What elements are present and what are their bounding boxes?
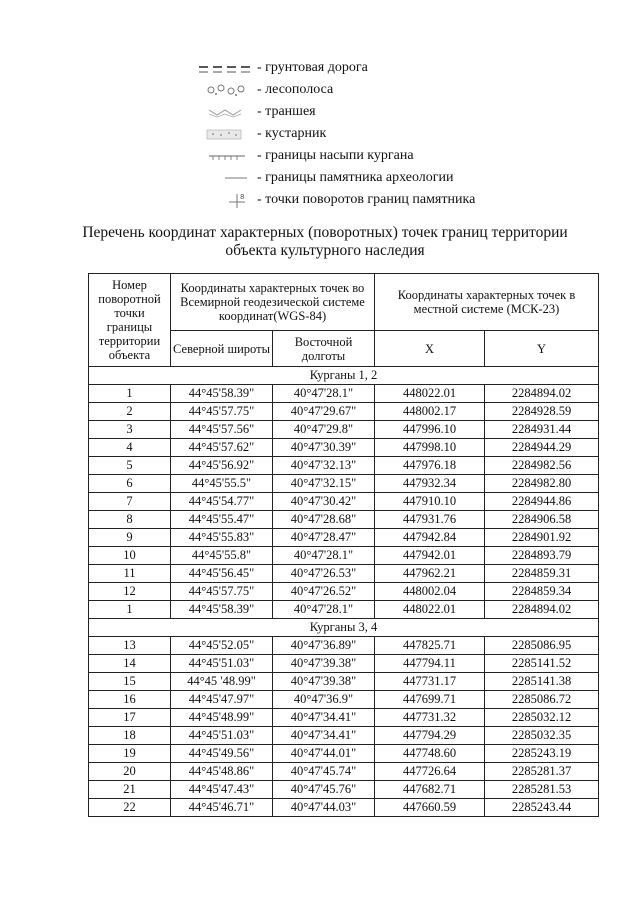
latitude-cell: 44°45'55.47" — [171, 511, 273, 529]
header-longitude: Восточной долготы — [273, 331, 375, 367]
table-row — [89, 637, 599, 655]
y-cell: 2285281.37 — [485, 763, 599, 781]
point-number-cell: 22 — [89, 799, 171, 817]
longitude-cell: 40°47'45.74" — [273, 763, 375, 781]
x-cell: 448022.01 — [375, 385, 485, 403]
x-cell: 447996.10 — [375, 421, 485, 439]
latitude-cell: 44°45'52.05" — [171, 637, 273, 655]
legend-label: - траншея — [257, 104, 316, 119]
longitude-cell: 40°47'44.03" — [273, 799, 375, 817]
x-cell: 447748.60 — [375, 745, 485, 763]
table-row — [89, 691, 599, 709]
point-number-cell: 14 — [89, 655, 171, 673]
y-cell: 2284982.56 — [485, 457, 599, 475]
point-number-cell: 8 — [89, 511, 171, 529]
longitude-cell: 40°47'28.47" — [273, 529, 375, 547]
y-cell: 2284894.02 — [485, 601, 599, 619]
legend-item-mound-boundary — [195, 146, 525, 168]
svg-text:8: 8 — [240, 193, 245, 201]
latitude-cell: 44°45'55.83" — [171, 529, 273, 547]
latitude-cell: 44°45'57.75" — [171, 583, 273, 601]
latitude-cell: 44°45'58.39" — [171, 601, 273, 619]
y-cell: 2285141.52 — [485, 655, 599, 673]
coordinates-table — [88, 273, 599, 817]
table-row — [89, 403, 599, 421]
point-number-cell: 19 — [89, 745, 171, 763]
latitude-cell: 44°45'47.97" — [171, 691, 273, 709]
latitude-cell: 44°45'49.56" — [171, 745, 273, 763]
mound-boundary-icon — [195, 146, 255, 166]
point-number-cell: 21 — [89, 781, 171, 799]
table-row — [89, 529, 599, 547]
point-number-cell: 2 — [89, 403, 171, 421]
y-cell: 2284944.29 — [485, 439, 599, 457]
turning-point-icon — [195, 190, 255, 210]
table-row — [89, 583, 599, 601]
monument-boundary-icon — [195, 168, 255, 188]
y-cell: 2285281.53 — [485, 781, 599, 799]
table-row — [89, 709, 599, 727]
point-number-cell: 4 — [89, 439, 171, 457]
latitude-cell: 44°45'58.39" — [171, 385, 273, 403]
longitude-cell: 40°47'26.52" — [273, 583, 375, 601]
x-cell: 447976.18 — [375, 457, 485, 475]
table-row — [89, 511, 599, 529]
forest-belt-icon — [195, 80, 255, 100]
latitude-cell: 44°45'48.86" — [171, 763, 273, 781]
y-cell: 2285032.35 — [485, 727, 599, 745]
table-row — [89, 601, 599, 619]
longitude-cell: 40°47'29.8" — [273, 421, 375, 439]
point-number-cell: 20 — [89, 763, 171, 781]
header-point-number: Номер поворотной точки границы территории объекта — [89, 274, 171, 367]
longitude-cell: 40°47'39.38" — [273, 673, 375, 691]
point-number-cell: 12 — [89, 583, 171, 601]
x-cell: 448002.04 — [375, 583, 485, 601]
table-row — [89, 781, 599, 799]
latitude-cell: 44°45'48.99" — [171, 709, 273, 727]
legend-label: - кустарник — [257, 126, 327, 141]
legend-label: - точки поворотов границ памятника — [257, 192, 476, 207]
x-cell: 447962.21 — [375, 565, 485, 583]
x-cell: 447731.32 — [375, 709, 485, 727]
point-number-cell: 7 — [89, 493, 171, 511]
table-row — [89, 385, 599, 403]
table-row — [89, 745, 599, 763]
header-x: X — [375, 331, 485, 367]
x-cell: 448022.01 — [375, 601, 485, 619]
x-cell: 447825.71 — [375, 637, 485, 655]
group-name: Курганы 3, 4 — [89, 619, 599, 637]
longitude-cell: 40°47'32.15" — [273, 475, 375, 493]
latitude-cell: 44°45'55.8" — [171, 547, 273, 565]
point-number-cell: 5 — [89, 457, 171, 475]
group-header-row — [89, 367, 599, 385]
y-cell: 2285086.95 — [485, 637, 599, 655]
table-row — [89, 475, 599, 493]
y-cell: 2284906.58 — [485, 511, 599, 529]
x-cell: 447998.10 — [375, 439, 485, 457]
longitude-cell: 40°47'34.41" — [273, 727, 375, 745]
point-number-cell: 1 — [89, 601, 171, 619]
y-cell: 2285141.38 — [485, 673, 599, 691]
longitude-cell: 40°47'26.53" — [273, 565, 375, 583]
x-cell: 447931.76 — [375, 511, 485, 529]
longitude-cell: 40°47'45.76" — [273, 781, 375, 799]
latitude-cell: 44°45 '48.99" — [171, 673, 273, 691]
legend-item-trench — [195, 102, 525, 124]
longitude-cell: 40°47'34.41" — [273, 709, 375, 727]
legend-label: - грунтовая дорога — [257, 60, 368, 75]
y-cell: 2284928.59 — [485, 403, 599, 421]
table-row — [89, 655, 599, 673]
legend-label: - лесополоса — [257, 82, 334, 97]
table-row — [89, 673, 599, 691]
longitude-cell: 40°47'28.1" — [273, 547, 375, 565]
point-number-cell: 13 — [89, 637, 171, 655]
y-cell: 2284894.02 — [485, 385, 599, 403]
x-cell: 447794.29 — [375, 727, 485, 745]
legend-item-dirt-road — [195, 58, 525, 80]
y-cell: 2284982.80 — [485, 475, 599, 493]
legend-item-monument-boundary — [195, 168, 525, 190]
point-number-cell: 6 — [89, 475, 171, 493]
latitude-cell: 44°45'54.77" — [171, 493, 273, 511]
longitude-cell: 40°47'30.42" — [273, 493, 375, 511]
table-row — [89, 547, 599, 565]
dashed-line-icon — [195, 58, 255, 78]
x-cell: 447731.17 — [375, 673, 485, 691]
y-cell: 2284931.44 — [485, 421, 599, 439]
x-cell: 447699.71 — [375, 691, 485, 709]
latitude-cell: 44°45'55.5" — [171, 475, 273, 493]
y-cell: 2284944.86 — [485, 493, 599, 511]
y-cell: 2285086.72 — [485, 691, 599, 709]
x-cell: 447910.10 — [375, 493, 485, 511]
y-cell: 2284859.31 — [485, 565, 599, 583]
x-cell: 447682.71 — [375, 781, 485, 799]
shrub-icon — [195, 124, 255, 144]
x-cell: 447942.01 — [375, 547, 485, 565]
longitude-cell: 40°47'28.1" — [273, 385, 375, 403]
legend-item-forest-belt — [195, 80, 525, 102]
y-cell: 2285243.44 — [485, 799, 599, 817]
point-number-cell: 15 — [89, 673, 171, 691]
latitude-cell: 44°45'51.03" — [171, 655, 273, 673]
y-cell: 2284893.79 — [485, 547, 599, 565]
latitude-cell: 44°45'47.43" — [171, 781, 273, 799]
point-number-cell: 1 — [89, 385, 171, 403]
longitude-cell: 40°47'28.1" — [273, 601, 375, 619]
point-number-cell: 3 — [89, 421, 171, 439]
group-header-row — [89, 619, 599, 637]
point-number-cell: 18 — [89, 727, 171, 745]
legend-item-shrub — [195, 124, 525, 146]
longitude-cell: 40°47'29.67" — [273, 403, 375, 421]
longitude-cell: 40°47'36.89" — [273, 637, 375, 655]
document-title — [60, 224, 590, 260]
latitude-cell: 44°45'57.62" — [171, 439, 273, 457]
legend-item-turning-points — [195, 190, 525, 212]
header-latitude: Северной широты — [171, 331, 273, 367]
legend-label: - границы насыпи кургана — [257, 148, 414, 163]
latitude-cell: 44°45'46.71" — [171, 799, 273, 817]
y-cell: 2284859.34 — [485, 583, 599, 601]
longitude-cell: 40°47'28.68" — [273, 511, 375, 529]
latitude-cell: 44°45'56.92" — [171, 457, 273, 475]
longitude-cell: 40°47'44.01" — [273, 745, 375, 763]
point-number-cell: 16 — [89, 691, 171, 709]
table-row — [89, 439, 599, 457]
latitude-cell: 44°45'57.75" — [171, 403, 273, 421]
title-line-1: Перечень координат характерных (поворотных) точек границ территории — [82, 224, 568, 241]
latitude-cell: 44°45'57.56" — [171, 421, 273, 439]
x-cell: 447932.34 — [375, 475, 485, 493]
point-number-cell: 9 — [89, 529, 171, 547]
header-msk23: Координаты характерных точек в местной системе (МСК-23) — [375, 274, 599, 331]
y-cell: 2285243.19 — [485, 745, 599, 763]
map-legend — [195, 58, 525, 212]
y-cell: 2285032.12 — [485, 709, 599, 727]
legend-label: - границы памятника археологии — [257, 170, 454, 185]
title-line-2: объекта культурного наследия — [225, 242, 425, 259]
group-name: Курганы 1, 2 — [89, 367, 599, 385]
x-cell: 447726.64 — [375, 763, 485, 781]
header-y: Y — [485, 331, 599, 367]
y-cell: 2284901.92 — [485, 529, 599, 547]
table-row — [89, 457, 599, 475]
table-row — [89, 493, 599, 511]
table-row — [89, 763, 599, 781]
longitude-cell: 40°47'32.13" — [273, 457, 375, 475]
longitude-cell: 40°47'36.9" — [273, 691, 375, 709]
table-row — [89, 421, 599, 439]
point-number-cell: 11 — [89, 565, 171, 583]
table-row — [89, 565, 599, 583]
table-row — [89, 727, 599, 745]
point-number-cell: 10 — [89, 547, 171, 565]
latitude-cell: 44°45'56.45" — [171, 565, 273, 583]
trench-icon — [195, 102, 255, 122]
header-wgs84: Координаты характерных точек во Всемирной геодезической системе координат(WGS-84) — [171, 274, 375, 331]
x-cell: 448002.17 — [375, 403, 485, 421]
x-cell: 447794.11 — [375, 655, 485, 673]
table-body — [89, 367, 599, 817]
table-row — [89, 799, 599, 817]
table-header-row — [89, 274, 599, 331]
latitude-cell: 44°45'51.03" — [171, 727, 273, 745]
x-cell: 447942.84 — [375, 529, 485, 547]
point-number-cell: 17 — [89, 709, 171, 727]
longitude-cell: 40°47'39.38" — [273, 655, 375, 673]
x-cell: 447660.59 — [375, 799, 485, 817]
longitude-cell: 40°47'30.39" — [273, 439, 375, 457]
